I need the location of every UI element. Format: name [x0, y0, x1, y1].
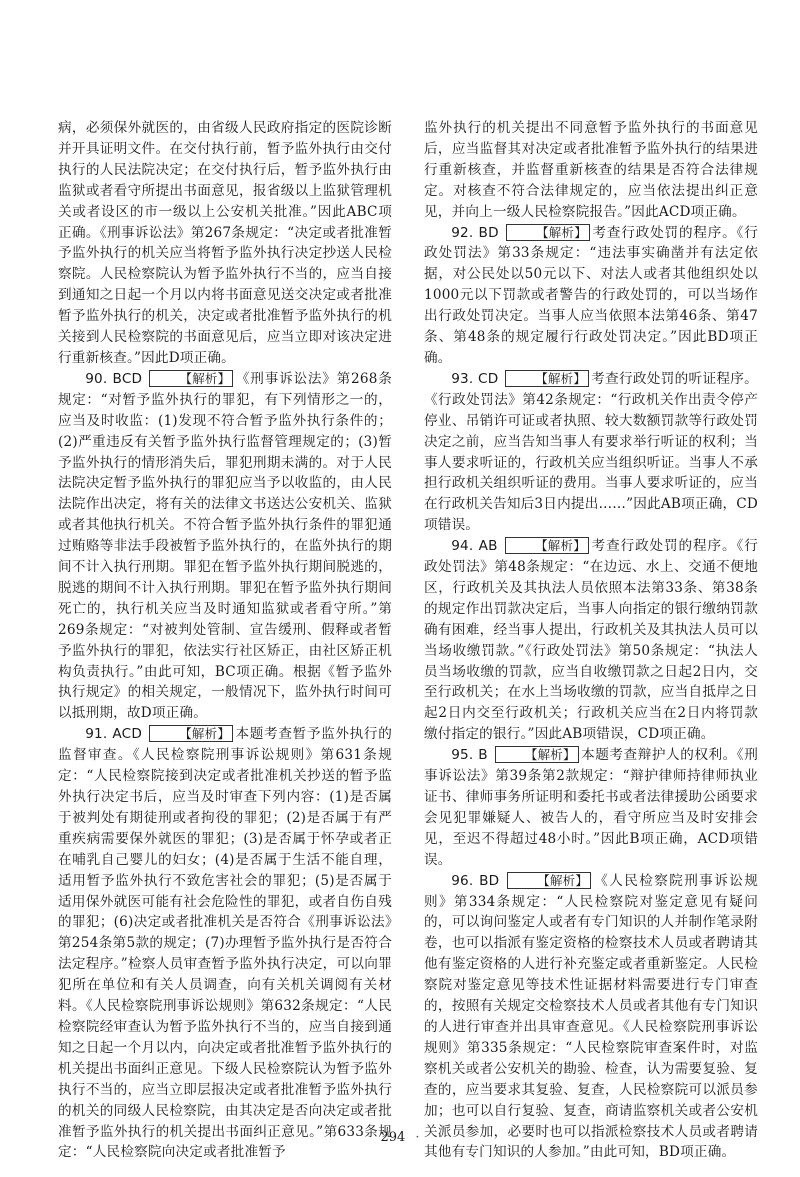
analysis-tag: 【 解析 】	[507, 872, 591, 889]
right-column	[424, 118, 759, 1161]
answer-number: 92. BD	[451, 224, 499, 241]
answer-94	[424, 536, 758, 745]
answer-number: 93. CD	[451, 370, 499, 387]
answer-93	[424, 369, 758, 536]
answer-text: 本题考查辩护人的权利。《刑事诉讼法》第39条第2款规定：“辩护律师持律师执业证书、律师事务所证明和委托书或者法律援助公函要求会见犯罪嫌疑人、被告人的，看守所应当及时安排会见，至迟不得超过48小时。”因此B项正确，ACD项错误。	[424, 747, 758, 868]
answer-number: 96. BD	[451, 872, 500, 889]
analysis-tag: 【 解析 】	[149, 370, 233, 387]
answer-text: 考查行政处罚的程序。《行政处罚法》第33条规定：“违法事实确凿并有法定依据，对公民处以50元以下、对法人或者其他组织处以1000元以下罚款或者警告的行政处罚的，可以当场作出行政处罚决定。当事人应当依照本法第46条、第47条、第48条的规定履行行政处罚决定。”因此BD项正确。	[424, 224, 758, 366]
answer-text: 《人民检察院刑事诉讼规则》第334条规定：“人民检察院对鉴定意见有疑问的，可以询问鉴定人或者有专门知识的人并制作笔录附卷，也可以指派有鉴定资格的检察技术人员或者聘请其他有鉴定资格的人进行补充鉴定或者重新鉴定。人民检察院对鉴定意见等技术性证据材料需要进行专门审查的，按照有关规定交检察技术人员或者其他有专门知识的人进行审查并出具审查意见。《人民检察院刑事诉讼规则》第335条规定：“人民检察院审查案件时，对监察机关或者公安机关的勘验、检查，认为需要复验、复查的，应当要求其复验、复查，人民检察院可以派员参加；也可以自行复验、复查，商请监察机关或者公安机关派员参加，必要时也可以指派检察技术人员或者聘请其他有专门知识的人参加。”由此可知，BD项正确。	[424, 872, 759, 1161]
answer-number: 94. AB	[451, 538, 498, 555]
answer-95	[424, 745, 758, 870]
footer-dash: ·	[415, 1130, 420, 1145]
answer-number: 95. B	[451, 747, 488, 764]
answer-text: 《刑事诉讼法》第268条规定：“对暂予监外执行的罪犯，有下列情形之一的，应当及时收监：(1)发现不符合暂予监外执行条件的；(2)严重违反有关暂予监外执行监督管理规定的；(3)暂予监外执行的情形消失后，罪犯刑期未满的。对于人民法院决定暂予监外执行的罪犯应当予以收监的，由人民法院作出决定，将有关的法律文书送达公安机关、监狱或者其他执行机关。不符合暂予监外执行条件的罪犯通过贿赂等非法手段被暂予监外执行的，在监外执行的期间不计入执行刑期。罪犯在暂予监外执行期间脱逃的，脱逃的期间不计入执行刑期。罪犯在暂予监外执行期间死亡的，执行机关应当及时通知监狱或者看守所。”第269条规定：“对被判处管制、宣告缓刑、假释或者暂予监外执行的罪犯，依法实行社区矫正，由社区矫正机构负责执行。”由此可知，BC项正确。根据《暂予监外执行规定》的相关规定，一般情况下，监外执行时间可以抵刑期，故D项正确。	[58, 370, 392, 722]
analysis-tag: 【 解析 】	[506, 224, 590, 241]
answer-text: 本题考查暂予监外执行的监督审查。《人民检察院刑事诉讼规则》第631条规定：“人民检察院接到决定或者批准机关抄送的暂予监外执行决定书后，应当及时审查下列内容：(1)是否属于被判处有期徒刑或者拘役的罪犯；(2)是否属于有严重疾病需要保外就医的罪犯；(3)是否属于怀孕或者正在哺乳自己婴儿的妇女；(4)是否属于生活不能自理，适用暂予监外执行不致危害社会的罪犯；(5)是否属于适用保外就医可能有社会危险性的罪犯，或者自伤自残的罪犯；(6)决定或者批准机关是否符合《刑事诉讼法》第254条第5款的规定；(7)办理暂予监外执行是否符合法定程序。”检察人员审查暂予监外执行决定，可以向罪犯所在单位和有关人员调查，向有关机关调阅有关材料。《人民检察院刑事诉讼规则》第632条规定：“人民检察院经审查认为暂予监外执行不当的，应当自接到通知之日起一个月以内，向决定或者批准暂予监外执行的机关提出书面纠正意见。下级人民检察院认为暂予监外执行不当的，应当立即层报决定或者批准暂予监外执行的机关的同级人民检察院，由其决定是否向决定或者批准暂予监外执行的机关提出书面纠正意见。”第633条规定：“人民检察院向决定或者批准暂予	[58, 726, 392, 1161]
answer-number: 90. BCD	[85, 370, 143, 387]
answer-text: 考查行政处罚的听证程序。《行政处罚法》第42条规定：“行政机关作出责令停产停业、吊销许可证或者执照、较大数额罚款等行政处罚决定之前，应当告知当事人有要求举行听证的权利；当事人要求听证的，行政机关应当组织听证。当事人不承担行政机关组织听证的费用。当事人要求听证的，应当在行政机关告知后3日内提出……”因此AB项正确，CD项错误。	[424, 370, 758, 534]
page-footer	[0, 1130, 800, 1145]
answer-92	[424, 223, 758, 369]
answer-number: 91. ACD	[85, 726, 143, 743]
analysis-tag: 【 解析 】	[495, 746, 579, 763]
page-number: 294	[380, 1130, 406, 1145]
analysis-tag: 【 解析 】	[505, 537, 589, 554]
analysis-tag: 【 解析 】	[149, 725, 233, 742]
analysis-tag: 【 解析 】	[505, 370, 589, 387]
paragraph-continued: 病，必须保外就医的，由省级人民政府指定的医院诊断并开具证明文件。在交付执行前，暂予监外执行由交付执行的人民法院决定；在交付执行后，暂予监外执行由监狱或者看守所提出书面意见，报省级以上监狱管理机关或者设区的市一级以上公安机关批准。”因此ABC项正确。《刑事诉讼法》第267条规定：“决定或者批准暂予监外执行的机关应当将暂予监外执行决定抄送人民检察院。人民检察院认为暂予监外执行不当的，应当自接到通知之日起一个月以内将书面意见送交决定或者批准暂予监外执行的机关，决定或者批准暂予监外执行的机关接到人民检察院的书面意见后，应当立即对该决定进行重新核查。”因此D项正确。	[58, 120, 392, 366]
answer-text: 考查行政处罚的程序。《行政处罚法》第48条规定：“在边远、水上、交通不便地区，行政机关及其执法人员依照本法第33条、第38条的规定作出罚款决定后，当事人向指定的银行缴纳罚款确有困难，经当事人提出，行政机关及其执法人员可以当场收缴罚款。”《行政处罚法》第50条规定：“执法人员当场收缴的罚款，应当自收缴罚款之日起2日内，交至行政机关；在水上当场收缴的罚款，应当自抵岸之日起2日内交至行政机关；行政机关应当在2日内将罚款缴付指定的银行。”因此AB项错误，CD项正确。	[424, 538, 758, 743]
answer-96	[424, 871, 758, 1164]
left-column	[58, 118, 392, 1161]
paragraph-continued: 监外执行的机关提出不同意暂予监外执行的书面意见后，应当监督其对决定或者批准暂予监外执行的结果进行重新核查，并监督重新核查的结果是否符合法律规定。对核查不符合法律规定的，应当依法提出纠正意见，并向上一级人民检察院报告。”因此ACD项正确。	[424, 120, 758, 220]
answer-90	[58, 369, 392, 724]
answer-91	[58, 724, 392, 1163]
